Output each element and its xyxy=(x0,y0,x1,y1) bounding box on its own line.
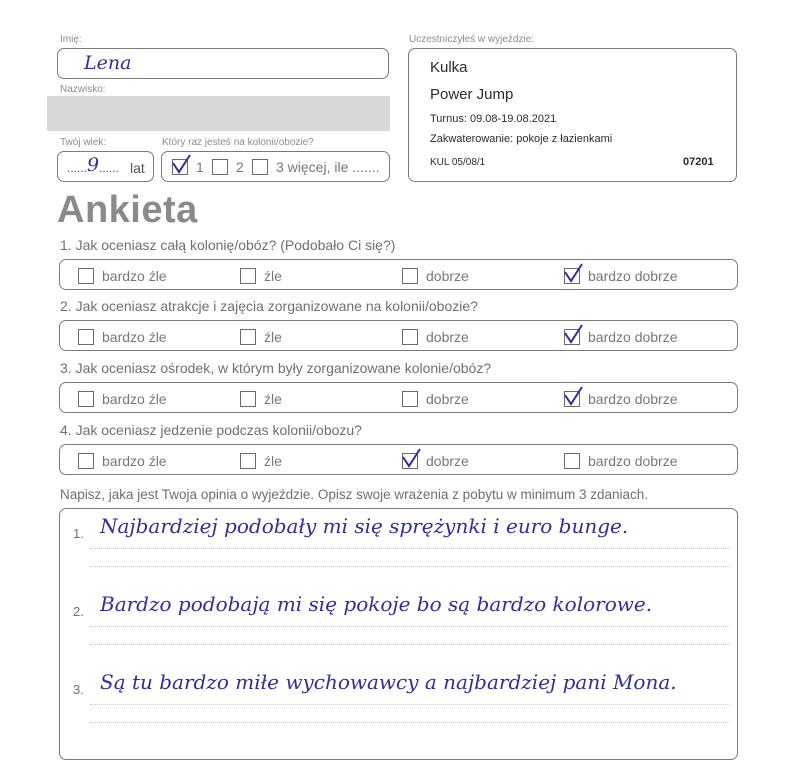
ruled-line xyxy=(90,644,730,645)
trip-number: 07201 xyxy=(683,156,714,168)
ruled-line xyxy=(90,722,730,723)
checkbox[interactable] xyxy=(240,391,256,407)
answer-option[interactable] xyxy=(240,268,282,284)
accommodation-row xyxy=(430,133,612,145)
answer-option-label: dobrze xyxy=(426,453,469,469)
age-label: Twój wiek: xyxy=(60,137,107,148)
checkbox[interactable] xyxy=(564,453,580,469)
opinion-line-number: 1. xyxy=(73,526,84,541)
opinion-line-number: 3. xyxy=(73,682,84,697)
answer-option[interactable] xyxy=(240,453,282,469)
answer-option[interactable] xyxy=(564,391,678,407)
answer-option-label: źle xyxy=(264,268,282,284)
name-value: Lena xyxy=(84,52,132,74)
ruled-line xyxy=(90,548,730,549)
age-value: 9 xyxy=(87,154,100,176)
checkbox[interactable] xyxy=(78,391,94,407)
age-dots-left: ...... xyxy=(67,161,88,175)
times-option-label: 1 xyxy=(196,159,204,175)
surname-redaction xyxy=(47,96,390,131)
checkmark-icon xyxy=(170,153,192,175)
answer-option[interactable] xyxy=(564,453,678,469)
answer-option-label: źle xyxy=(264,453,282,469)
answer-option-label: dobrze xyxy=(426,268,469,284)
answer-option[interactable] xyxy=(78,453,167,469)
checkbox[interactable] xyxy=(240,268,256,284)
times-option-label: 2 xyxy=(236,159,244,175)
answer-option[interactable] xyxy=(78,391,167,407)
question-answer-row xyxy=(59,320,738,351)
times-field[interactable] xyxy=(161,151,390,182)
answer-option[interactable] xyxy=(564,268,678,284)
answer-option-label: źle xyxy=(264,391,282,407)
trip-label: Uczestniczyłeś w wyjeździe: xyxy=(409,34,535,45)
answer-option[interactable] xyxy=(78,329,167,345)
answer-option-label: bardzo dobrze xyxy=(588,329,678,345)
ruled-line xyxy=(90,566,730,567)
checkbox[interactable] xyxy=(402,268,418,284)
checkbox[interactable] xyxy=(564,268,580,284)
answer-option-label: bardzo źle xyxy=(102,268,167,284)
answer-option[interactable] xyxy=(402,268,469,284)
checkbox[interactable] xyxy=(564,391,580,407)
answer-option-label: bardzo dobrze xyxy=(588,391,678,407)
answer-option[interactable] xyxy=(402,329,469,345)
opinion-prompt: Napisz, jaka jest Twoja opinia o wyjeździe. Opisz swoje wrażenia z pobytu w minimum 3 zdaniach. xyxy=(60,487,649,502)
answer-option[interactable] xyxy=(240,391,282,407)
checkmark-icon xyxy=(562,385,584,407)
surname-label: Nazwisko: xyxy=(60,84,106,95)
checkbox[interactable] xyxy=(212,159,228,175)
answer-option[interactable] xyxy=(402,453,469,469)
trip-program: Power Jump xyxy=(430,86,514,103)
question-answer-row xyxy=(59,259,738,290)
age-dots-right: ...... xyxy=(99,161,120,175)
question-text: 2. Jak oceniasz atrakcje i zajęcia zorganizowane na kolonii/obozie? xyxy=(60,298,478,314)
opinion-line-text: Bardzo podobają mi się pokoje bo są bardzo kolorowe. xyxy=(100,592,653,616)
trip-box xyxy=(408,48,737,182)
answer-option-label: bardzo źle xyxy=(102,329,167,345)
checkmark-icon xyxy=(562,323,584,345)
opinion-line-text: Są tu bardzo miłe wychowawcy a najbardziej pani Mona. xyxy=(100,670,677,694)
age-unit: lat xyxy=(130,160,145,176)
turnus-label: Turnus: xyxy=(430,113,467,125)
trip-code: KUL 05/08/1 xyxy=(430,157,486,168)
answer-option[interactable] xyxy=(240,329,282,345)
checkmark-icon xyxy=(400,447,422,469)
times-option-label: 3 więcej, ile ....... xyxy=(276,159,380,175)
checkbox[interactable] xyxy=(172,159,188,175)
opinion-line-number: 2. xyxy=(73,604,84,619)
answer-option-label: bardzo dobrze xyxy=(588,268,678,284)
age-field[interactable] xyxy=(57,151,154,182)
name-field[interactable] xyxy=(57,48,389,79)
times-option-1[interactable] xyxy=(172,159,204,175)
page-title: Ankieta xyxy=(57,189,198,231)
accommodation-label: Zakwaterowanie: xyxy=(430,133,514,145)
accommodation-value: pokoje z łazienkami xyxy=(516,133,613,145)
ruled-line xyxy=(90,704,730,705)
checkbox[interactable] xyxy=(402,329,418,345)
question-answer-row xyxy=(59,382,738,413)
answer-option-label: dobrze xyxy=(426,329,469,345)
name-label: Imię: xyxy=(60,34,82,45)
answer-option-label: dobrze xyxy=(426,391,469,407)
question-text: 3. Jak oceniasz ośrodek, w którym były zorganizowane kolonie/obóz? xyxy=(60,360,492,376)
answer-option-label: bardzo dobrze xyxy=(588,453,678,469)
question-text: 4. Jak oceniasz jedzenie podczas kolonii/obozu? xyxy=(60,422,362,438)
answer-option-label: bardzo źle xyxy=(102,453,167,469)
opinion-line-text: Najbardziej podobały mi się sprężynki i euro bunge. xyxy=(100,514,629,538)
checkbox[interactable] xyxy=(240,329,256,345)
answer-option[interactable] xyxy=(402,391,469,407)
checkbox[interactable] xyxy=(402,391,418,407)
ruled-line xyxy=(90,626,730,627)
trip-name: Kulka xyxy=(430,59,468,76)
times-option-3[interactable] xyxy=(252,159,379,175)
question-text: 1. Jak oceniasz całą kolonię/obóz? (Podobało Ci się?) xyxy=(60,237,396,253)
turnus-value: 09.08-19.08.2021 xyxy=(469,113,557,125)
answer-option-label: bardzo źle xyxy=(102,391,167,407)
question-answer-row xyxy=(59,444,738,475)
checkbox[interactable] xyxy=(252,159,268,175)
times-label: Który raz jesteś na kolonii/obozie? xyxy=(162,137,314,148)
checkbox[interactable] xyxy=(564,329,580,345)
answer-option[interactable] xyxy=(564,329,678,345)
checkbox[interactable] xyxy=(78,268,94,284)
answer-option-label: źle xyxy=(264,329,282,345)
checkbox[interactable] xyxy=(240,453,256,469)
answer-option[interactable] xyxy=(78,268,167,284)
times-option-2[interactable] xyxy=(212,159,244,175)
checkmark-icon xyxy=(562,262,584,284)
turnus-row xyxy=(430,113,556,125)
checkbox[interactable] xyxy=(78,453,94,469)
checkbox[interactable] xyxy=(78,329,94,345)
checkbox[interactable] xyxy=(402,453,418,469)
